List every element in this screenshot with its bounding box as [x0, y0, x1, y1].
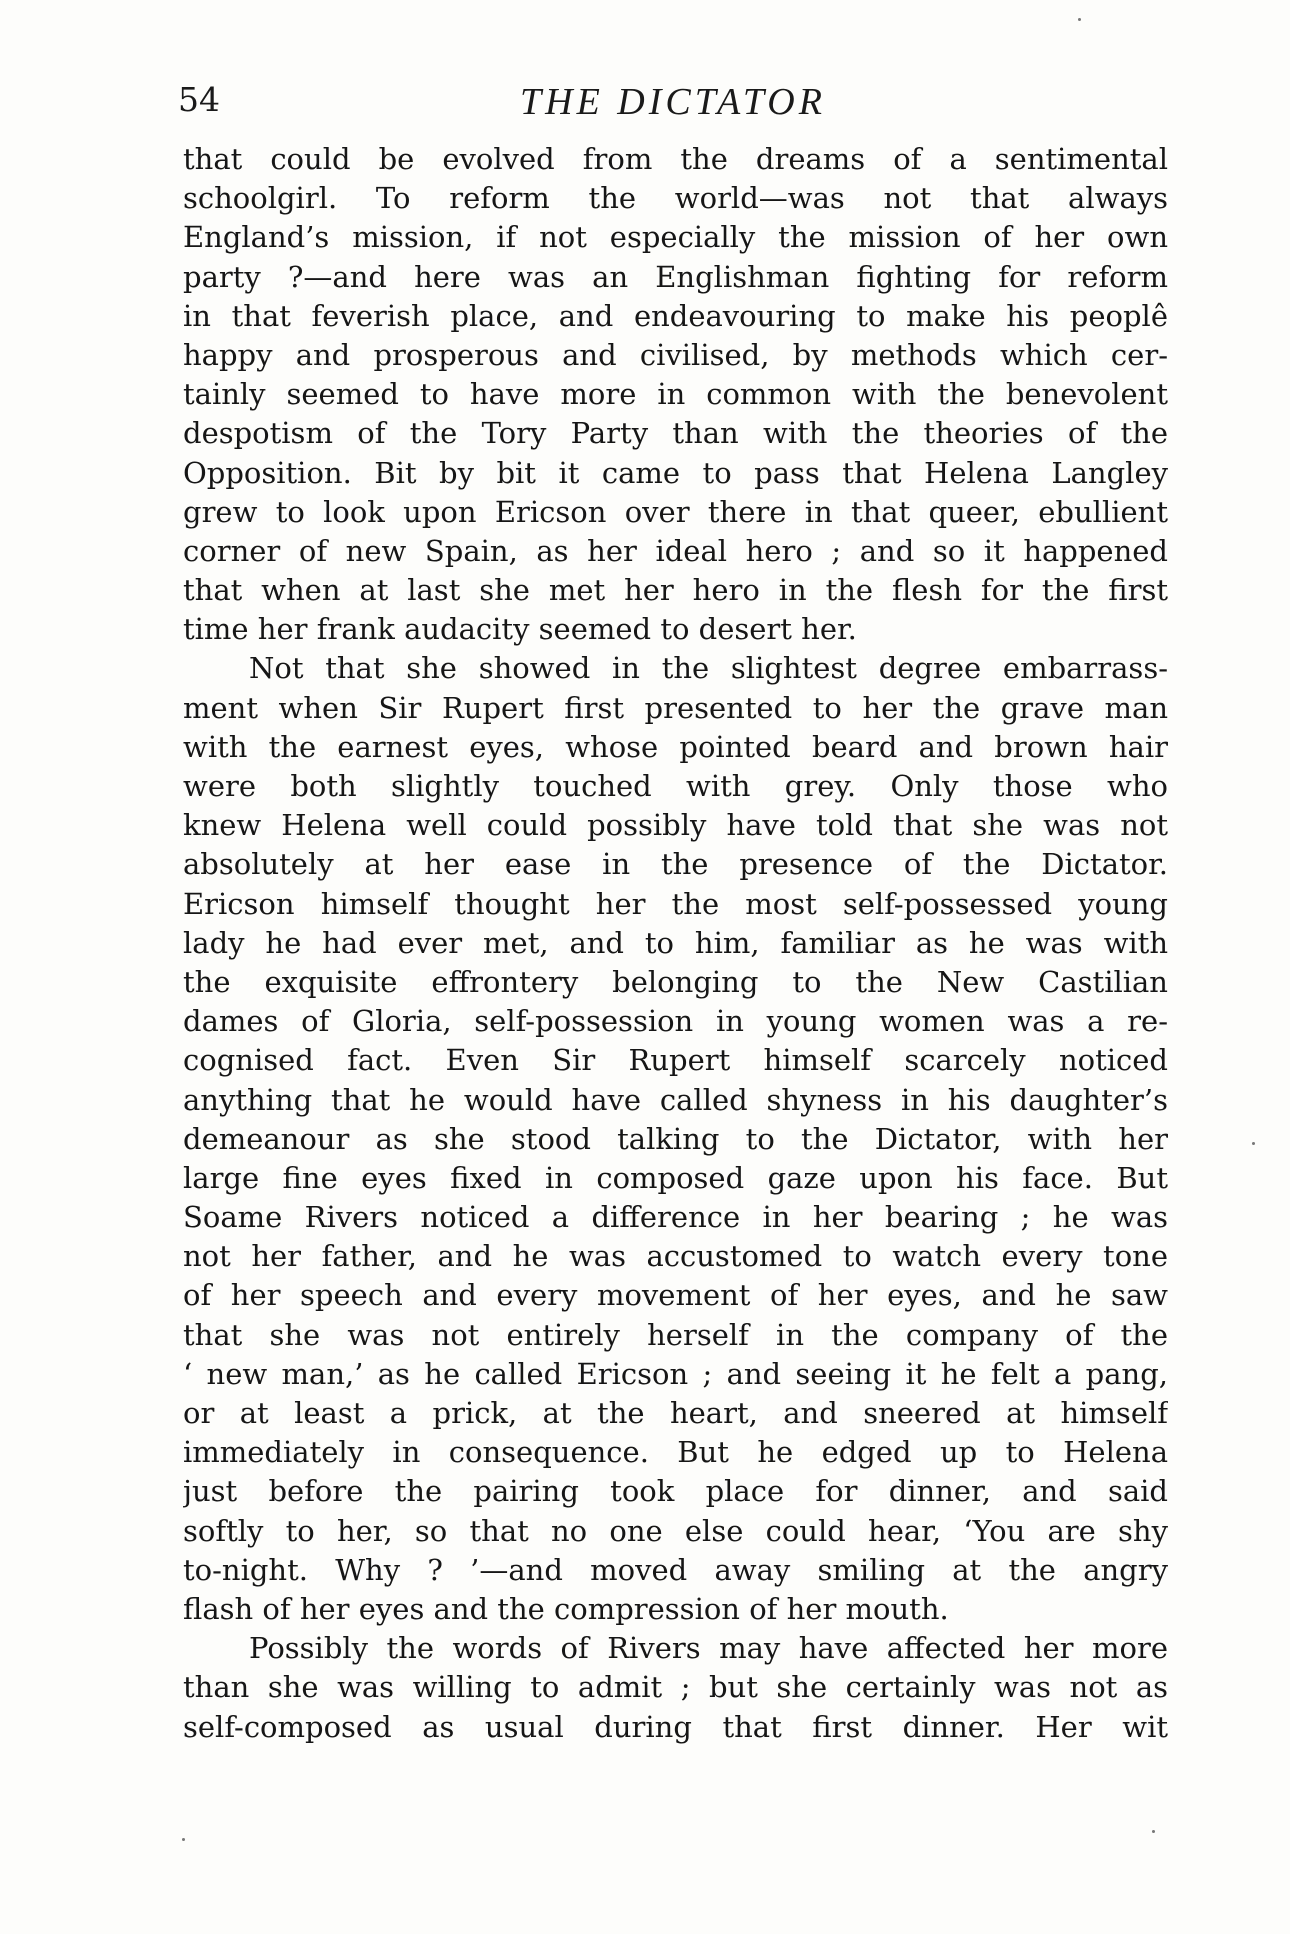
- paper-speck: [182, 1838, 185, 1841]
- text-line: that she was not entirely herself in the company of the: [183, 1317, 1168, 1352]
- text-line: ‘ new man,’ as he called Ericson ; and seeing it he felt a pang,: [183, 1356, 1168, 1391]
- paragraph-start-line: Not that she showed in the slightest degree embarrass-: [249, 651, 1168, 686]
- paragraph-start-line: Possibly the words of Rivers may have affected her more: [249, 1631, 1168, 1666]
- text-line: in that feverish place, and endeavouring to make his peoplê: [183, 298, 1168, 333]
- text-line: immediately in consequence. But he edged up to Helena: [183, 1435, 1168, 1470]
- text-line: happy and prosperous and civilised, by methods which cer-: [183, 337, 1168, 372]
- text-line: Soame Rivers noticed a difference in her bearing ; he was: [183, 1200, 1168, 1235]
- text-line: were both slightly touched with grey. Only those who: [183, 769, 1168, 803]
- text-line: demeanour as she stood talking to the Dictator, with her: [183, 1121, 1168, 1156]
- running-title: THE DICTATOR: [520, 81, 826, 123]
- text-line: or at least a prick, at the heart, and sneered at himself: [183, 1396, 1168, 1430]
- text-line: grew to look upon Ericson over there in that queer, ebullient: [183, 494, 1168, 529]
- paragraph-end-line: flash of her eyes and the compression of her mouth.: [183, 1591, 949, 1626]
- text-line: absolutely at her ease in the presence of the Dictator.: [183, 847, 1168, 882]
- text-line: corner of new Spain, as her ideal hero ; and so it happened: [183, 533, 1168, 568]
- text-line: just before the pairing took place for dinner, and said: [183, 1474, 1168, 1509]
- text-line: of her speech and every movement of her eyes, and he saw: [183, 1278, 1168, 1313]
- text-line: with the earnest eyes, whose pointed beard and brown hair: [183, 729, 1168, 764]
- text-line: knew Helena well could possibly have told that she was not: [183, 808, 1168, 843]
- paper-speck: [1152, 1830, 1155, 1833]
- body-text: [183, 140, 1168, 1747]
- text-line: England’s mission, if not especially the mission of her own: [183, 220, 1168, 255]
- text-line: Ericson himself thought her the most self-possessed young: [183, 886, 1168, 921]
- text-line: that could be evolved from the dreams of a sentimental: [183, 142, 1168, 176]
- text-line: party ?—and here was an Englishman fighting for reform: [183, 259, 1168, 294]
- paper-speck: [1252, 1142, 1255, 1145]
- page-header: [178, 80, 1168, 130]
- text-line: lady he had ever met, and to him, familiar as he was with: [183, 925, 1168, 960]
- paper-speck: [1078, 18, 1081, 21]
- text-line: than she was willing to admit ; but she certainly was not as: [183, 1670, 1168, 1705]
- text-line: self-composed as usual during that first dinner. Her wit: [183, 1709, 1168, 1744]
- text-line: large fine eyes fixed in composed gaze upon his face. But: [183, 1160, 1168, 1195]
- text-line: softly to her, so that no one else could hear, ‘You are shy: [183, 1513, 1168, 1548]
- text-line: anything that he would have called shyness in his daughter’s: [183, 1082, 1168, 1117]
- text-line: to-night. Why ? ’—and moved away smiling at the angry: [183, 1552, 1168, 1587]
- paragraph-end-line: time her frank audacity seemed to desert her.: [183, 612, 857, 647]
- text-line: dames of Gloria, self-possession in young women was a re-: [183, 1004, 1168, 1039]
- text-line: schoolgirl. To reform the world—was not that always: [183, 181, 1168, 216]
- text-line: tainly seemed to have more in common with the benevolent: [183, 377, 1168, 412]
- text-line: Opposition. Bit by bit it came to pass that Helena Langley: [183, 455, 1168, 490]
- text-line: the exquisite effrontery belonging to the New Castilian: [183, 964, 1168, 999]
- text-line: cognised fact. Even Sir Rupert himself scarcely noticed: [183, 1043, 1168, 1078]
- text-line: that when at last she met her hero in the flesh for the first: [183, 573, 1168, 608]
- page-number: 54: [178, 80, 220, 119]
- text-line: ment when Sir Rupert first presented to her the grave man: [183, 690, 1168, 725]
- text-line: not her father, and he was accustomed to watch every tone: [183, 1239, 1168, 1274]
- text-line: despotism of the Tory Party than with the theories of the: [183, 416, 1168, 451]
